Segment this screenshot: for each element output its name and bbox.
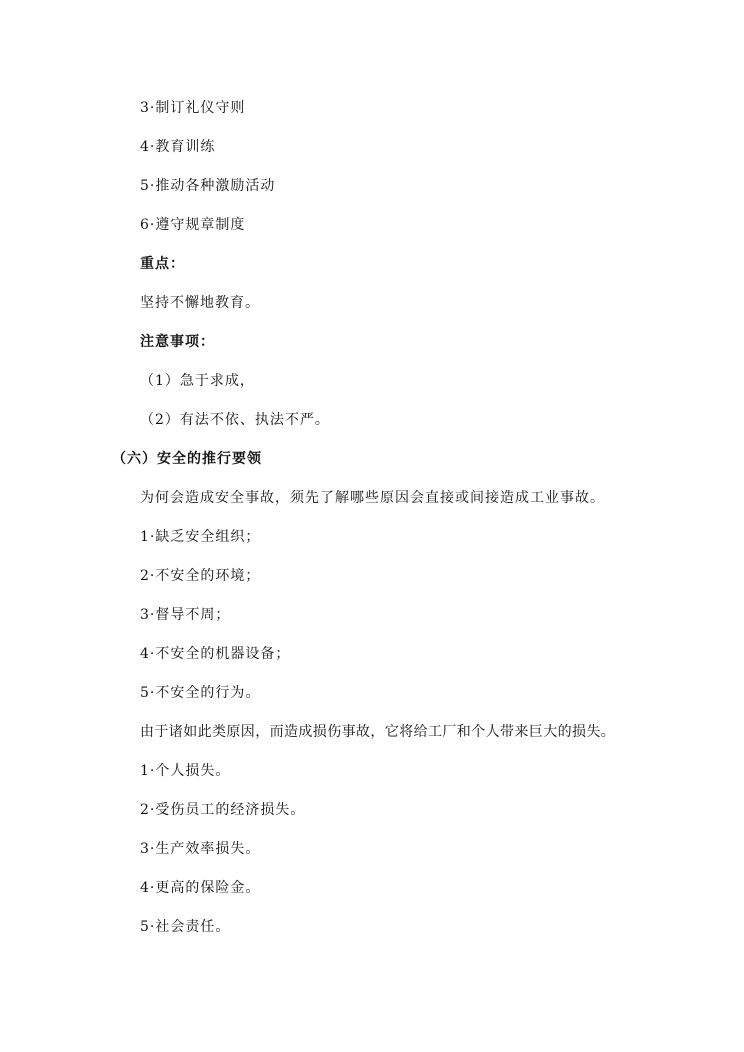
list-item: 3·生产效率损失。 — [140, 841, 261, 857]
section-heading: （六）安全的推行要领 — [112, 451, 262, 467]
list-item: 5·推动各种激励活动 — [140, 178, 276, 194]
section-label-key-point: 重点： — [140, 256, 185, 272]
paragraph: 由于诸如此类原因，而造成损伤事故，它将给工厂和个人带来巨大的损失。 — [140, 724, 616, 740]
list-item: 4·教育训练 — [140, 139, 216, 155]
list-item: 2·不安全的环境； — [140, 568, 261, 584]
list-item: 3·督导不周； — [140, 607, 231, 623]
list-item: 5·社会责任。 — [140, 919, 231, 935]
list-item: （1）急于求成， — [140, 373, 255, 389]
list-item: 2·受伤员工的经济损失。 — [140, 802, 306, 818]
paragraph: 坚持不懈地教育。 — [140, 295, 260, 311]
list-item: （2）有法不依、执法不严。 — [140, 412, 330, 428]
list-item: 4·更高的保险金。 — [140, 880, 261, 896]
list-item: 4·不安全的机器设备； — [140, 646, 291, 662]
list-item: 1·个人损失。 — [140, 763, 231, 779]
section-label-notes: 注意事项： — [140, 334, 215, 350]
list-item: 6·遵守规章制度 — [140, 217, 246, 233]
list-item: 1·缺乏安全组织； — [140, 529, 261, 545]
list-item: 3·制订礼仪守则 — [140, 100, 246, 116]
list-item: 5·不安全的行为。 — [140, 685, 261, 701]
paragraph: 为何会造成安全事故，须先了解哪些原因会直接或间接造成工业事故。 — [140, 490, 605, 506]
